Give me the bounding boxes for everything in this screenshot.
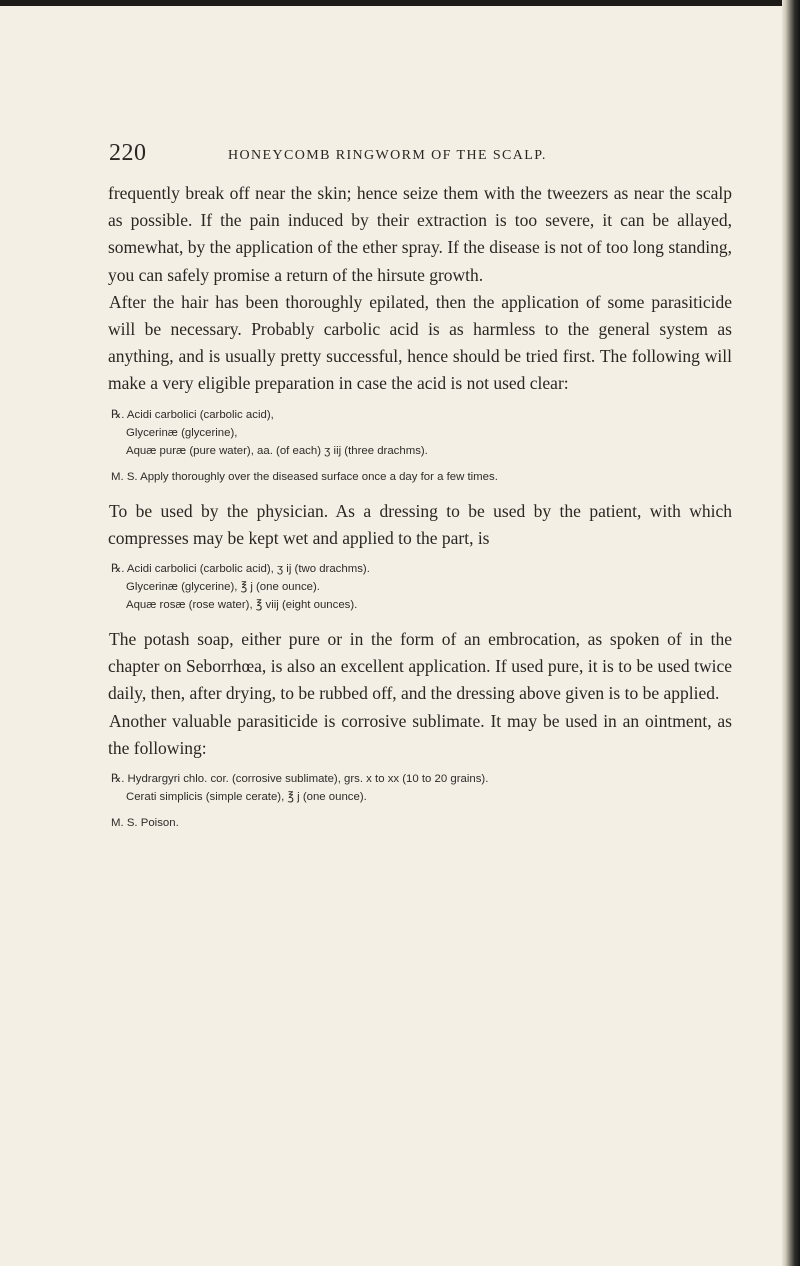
- paragraph-5: Another valuable parasiticide is corrosive sublimate. It may be used in an ointment, as the following:: [108, 710, 732, 758]
- prescription-3: [108, 770, 732, 832]
- rx3-line-1: ℞. Hydrargyri chlo. cor. (corrosive sublimate), grs. x to xx (10 to 20 grains).: [111, 773, 489, 786]
- prescription-2: [108, 560, 732, 614]
- paragraph-4: The potash soap, either pure or in the form of an embrocation, as spoken of in the chapter on Seborrhœa, is also an excellent application. If used pure, it is to be used twice daily, then, after drying, to be rubbed off, and the dressing above given is to be applied.: [108, 629, 732, 704]
- book-page: [108, 140, 732, 844]
- page-header: [108, 140, 732, 180]
- page-number: 220: [109, 140, 147, 166]
- rx1-signa: M. S. Apply thoroughly over the diseased surface once a day for a few times.: [111, 470, 498, 483]
- rx3-line-2: Cerati simplicis (simple cerate), ℥ j (one ounce).: [126, 791, 367, 804]
- rx3-signa: M. S. Poison.: [111, 817, 179, 830]
- running-head: HONEYCOMB RINGWORM OF THE SCALP.: [228, 148, 547, 163]
- paragraph-3: To be used by the physician. As a dressing to be used by the patient, with which compresses may be kept wet and applied to the part, is: [108, 500, 732, 548]
- rx1-line-3: Aquæ puræ (pure water), aa. (of each) ʒ iij (three drachms).: [126, 444, 428, 457]
- paragraph-2: After the hair has been thoroughly epilated, then the application of some parasiticide will be necessary. Probably carbolic acid is as harmless to the general system as anything, and is usually pretty successful, hence should be tried first. The following will make a very eligible preparation in case the acid is not used clear:: [108, 291, 732, 394]
- book-spine-shadow: [782, 0, 800, 1266]
- prescription-1: [108, 406, 732, 486]
- rx1-line-1: ℞. Acidi carbolici (carbolic acid),: [111, 408, 274, 421]
- rx2-line-1: ℞. Acidi carbolici (carbolic acid), ʒ ij (two drachms).: [111, 563, 370, 576]
- top-edge: [0, 0, 800, 6]
- rx1-line-2: Glycerinæ (glycerine),: [126, 426, 238, 439]
- rx2-line-2: Glycerinæ (glycerine), ℥ j (one ounce).: [126, 581, 320, 594]
- rx2-line-3: Aquæ rosæ (rose water), ℥ viij (eight ounces).: [126, 599, 358, 612]
- paragraph-1: frequently break off near the skin; hence seize them with the tweezers as near the scalp as possible. If the pain induced by their extraction is too severe, it can be allayed, somewhat, by the application of the ether spray. If the disease is not of too long standing, you can safely promise a return of the hirsute growth.: [108, 183, 732, 285]
